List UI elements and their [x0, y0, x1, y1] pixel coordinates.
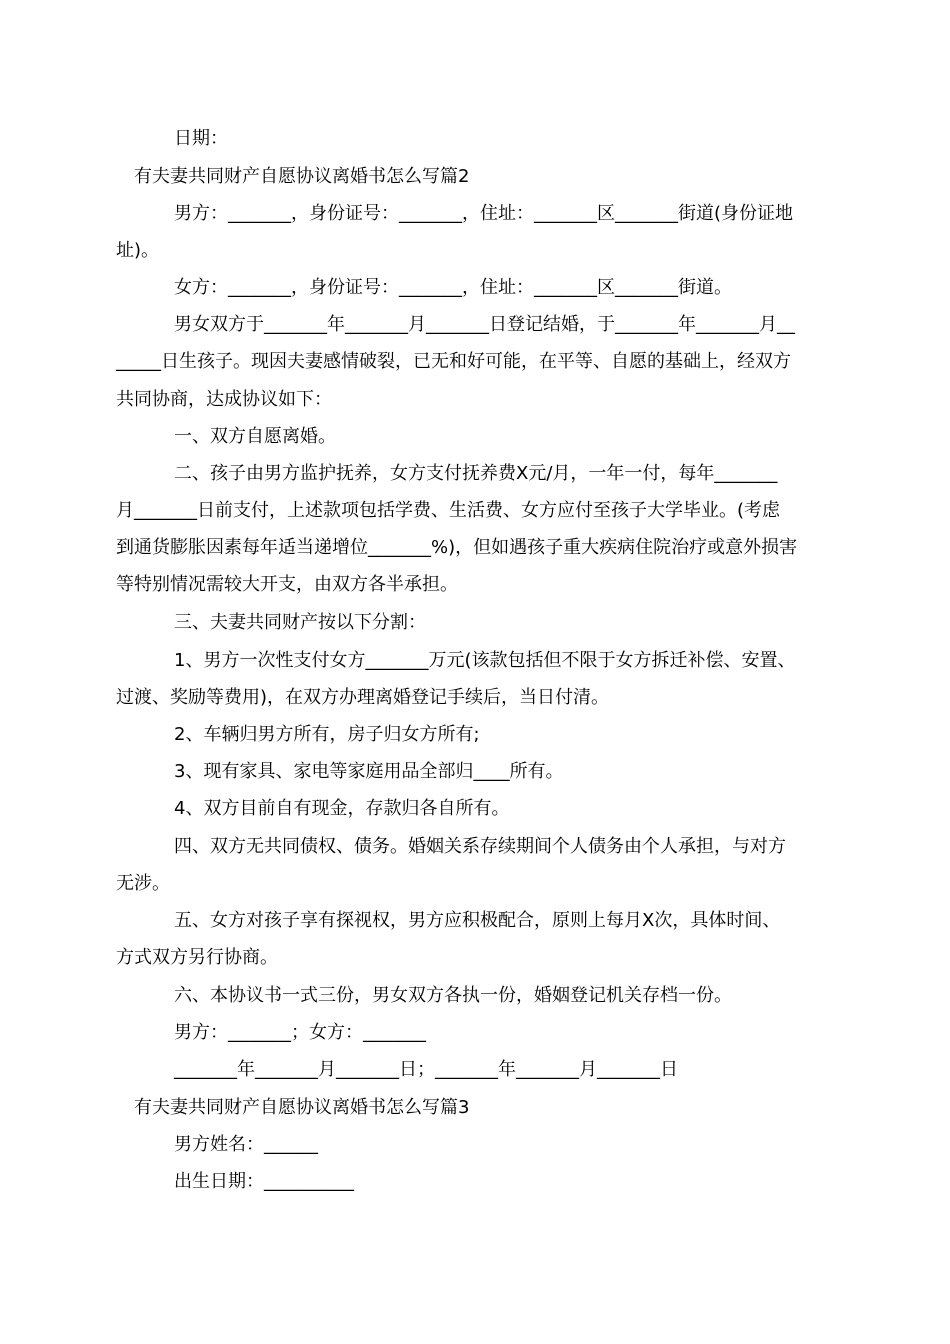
paragraph-line: 月_______日前支付，上述款项包括学费、生活费、女方应付至孩子大学毕业。(考虑	[116, 500, 781, 521]
paragraph-line: 二、孩子由男方监护抚养，女方支付抚养费X元/月，一年一付，每年_______	[174, 463, 778, 484]
section-heading-2: 有夫妻共同财产自愿协议离婚书怎么写篇2	[134, 166, 470, 187]
paragraph-line: 五、女方对孩子享有探视权，男方应积极配合，原则上每月X次，具体时间、	[174, 910, 781, 931]
paragraph-line: 址)。	[116, 240, 160, 261]
paragraph-line: 2、车辆归男方所有，房子归女方所有;	[174, 724, 480, 745]
paragraph-line: 1、男方一次性支付女方_______万元(该款包括但不限于女方拆迁补偿、安置、	[174, 650, 796, 671]
birth-date-field: 出生日期：__________	[174, 1171, 354, 1192]
paragraph-line: 一、双方自愿离婚。	[174, 426, 336, 447]
male-name-field: 男方姓名：______	[174, 1134, 318, 1155]
paragraph-line: 男方：_______，身份证号：_______，住址：_______区_______街道(身份证地	[174, 203, 794, 224]
paragraph-line: 4、双方目前自有现金，存款归各自所有。	[174, 798, 510, 819]
date-label: 日期：	[174, 128, 228, 149]
paragraph-line: 六、本协议书一式三份，男女双方各执一份，婚姻登记机关存档一份。	[174, 985, 732, 1006]
paragraph-line: 到通货膨胀因素每年适当递增位_______%)，但如遇孩子重大疾病住院治疗或意外损害	[116, 537, 798, 558]
paragraph-line: 男女双方于_______年_______月_______日登记结婚，于_______年_______月__	[174, 314, 795, 335]
paragraph-line: 方式双方另行协商。	[116, 947, 278, 968]
section-heading-3: 有夫妻共同财产自愿协议离婚书怎么写篇3	[134, 1097, 470, 1118]
signature-date-line: _______年_______月_______日；_______年_______月_______日	[174, 1059, 678, 1080]
paragraph-line: 无涉。	[116, 873, 170, 894]
paragraph-line: 四、双方无共同债权、债务。婚姻关系存续期间个人债务由个人承担，与对方	[174, 836, 786, 857]
signature-line: 男方：_______；女方：_______	[174, 1022, 426, 1043]
paragraph-line: 3、现有家具、家电等家庭用品全部归____所有。	[174, 761, 564, 782]
paragraph-line: 三、夫妻共同财产按以下分割：	[174, 612, 426, 633]
paragraph-line: 共同协商，达成协议如下：	[116, 389, 332, 410]
paragraph-line: 女方：_______，身份证号：_______，住址：_______区_______街道。	[174, 277, 732, 298]
paragraph-line: _____日生孩子。现因夫妻感情破裂，已无和好可能，在平等、自愿的基础上，经双方	[116, 351, 791, 372]
paragraph-line: 过渡、奖励等费用)，在双方办理离婚登记手续后，当日付清。	[116, 687, 610, 708]
paragraph-line: 等特别情况需较大开支，由双方各半承担。	[116, 574, 458, 595]
